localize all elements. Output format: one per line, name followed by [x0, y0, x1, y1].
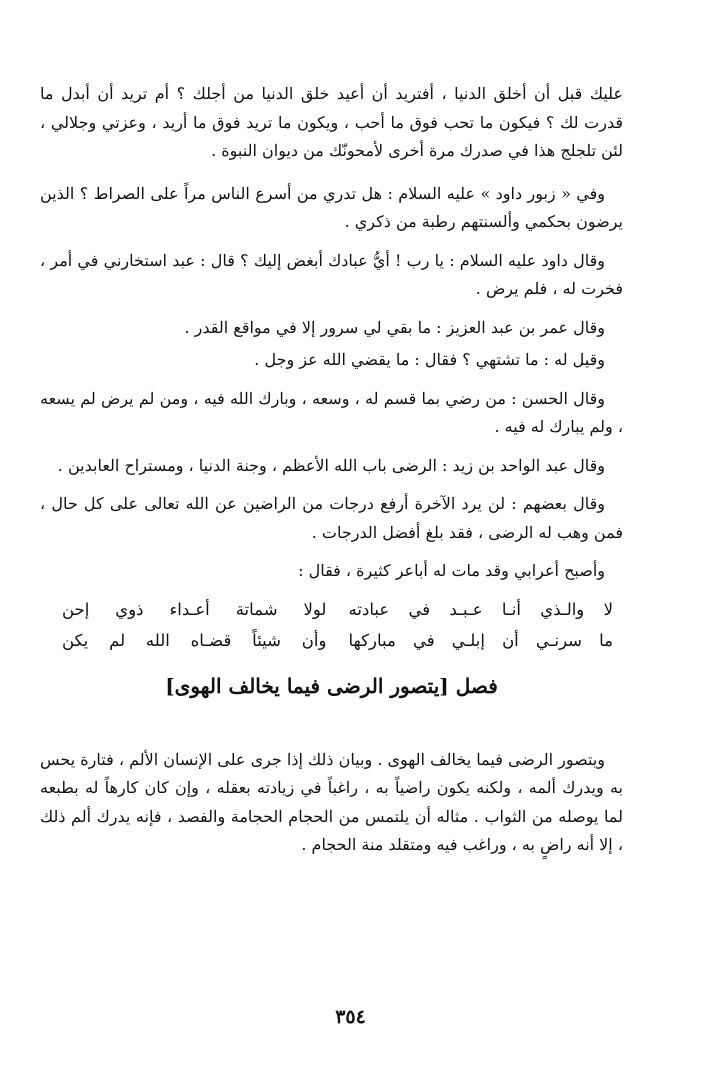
- paragraph-continuation: عليك قبل أن أخلق الدنيا ، أفتريد أن أعيد خلق الدنيا من أجلك ؟ أم تريد أن أبدل ما قدرت لك ؟ فيكون ما تحب فوق ما أحب ، ويكون ما تريد فوق ما أريد ، وعزتي وجلالي ، لئن تلجلج هذا في صدرك مرة أخرى لأمحونّك من ديوان النبوة .: [40, 84, 623, 160]
- page-body: [40, 80, 623, 870]
- poem: [62, 594, 613, 656]
- paragraph-umar-quote: وقال عمر بن عبد العزيز : ما بقي لي سرور إلا في مواقع القدر .: [184, 317, 605, 337]
- paragraph-hasan-quote: وقال الحسن : من رضي بما قسم له ، وسعه ، وبارك الله فيه ، ومن لم يرض لم يسعه ، ولم يبارك له فيه .: [40, 388, 623, 436]
- paragraph-dawud-question: وقال داود عليه السلام : يا رب ! أيُّ عبادك أبغض إليك ؟ قال : عبد استخارني في أمر ، فخرت له ، فلم يرض .: [40, 250, 623, 298]
- paragraph-some-said: وقال بعضهم : لن يرد الآخرة أرفع درجات من الراضين عن الله تعالى على كل حال ، فمن وهب له الرضى ، فقد بلغ أفضل الدرجات .: [40, 494, 623, 542]
- poem-verse: [62, 594, 613, 625]
- paragraph-abdulwahid-quote: وقال عبد الواحد بن زيد : الرضى باب الله الأعظم ، وجنة الدنيا ، ومستراح العابدين .: [57, 455, 605, 475]
- section-heading: فصل [يتصور الرضى فيما يخالف الهوى]: [165, 673, 498, 698]
- poem-verse: [62, 625, 613, 656]
- paragraph-zabur-dawud: وفي « زبور داود » عليه السلام : هل تدري من أسرع الناس مراً على الصراط ؟ الذين يرضون بحكمي وألسنتهم رطبة من ذكري .: [40, 183, 623, 231]
- section-paragraph: ويتصور الرضى فيما يخالف الهوى . وبيان ذلك إذا جرى على الإنسان الألم ، فتارة يحس به ويدرك ألمه ، ولكنه يكون راضياً به ، راغباً في زيادته بعقله ، وإن كان كارهاً له بطبعه لما يوصله من الثواب . مثاله أن يلتمس من الحجام الحجامة والفصد ، فإنه يدرك ألم ذلك ، إلا أنه راضٍ به ، وراغب فيه ومتقلد منة الحجام .: [40, 749, 624, 854]
- verse-first-hemistich: لا والـذي أنـا عـبـد في عبادته: [348, 599, 613, 619]
- paragraph-asked-desire: وقيل له : ما تشتهي ؟ فقال : ما يقضي الله عز وجل .: [254, 350, 605, 369]
- paragraph-bedouin: وأصبح أعرابي وقد مات له أباعر كثيرة ، فقال :: [298, 561, 605, 580]
- verse-first-hemistich: ما سرنـي أن إبلـي في مباركها: [348, 630, 613, 650]
- verse-second-hemistich: وأن شيئاً قضـاه الله لم يكن: [62, 630, 327, 650]
- page-number: ٣٥٤: [335, 1006, 366, 1028]
- verse-second-hemistich: لولا شماتة أعـداء ذوي إحن: [62, 599, 327, 619]
